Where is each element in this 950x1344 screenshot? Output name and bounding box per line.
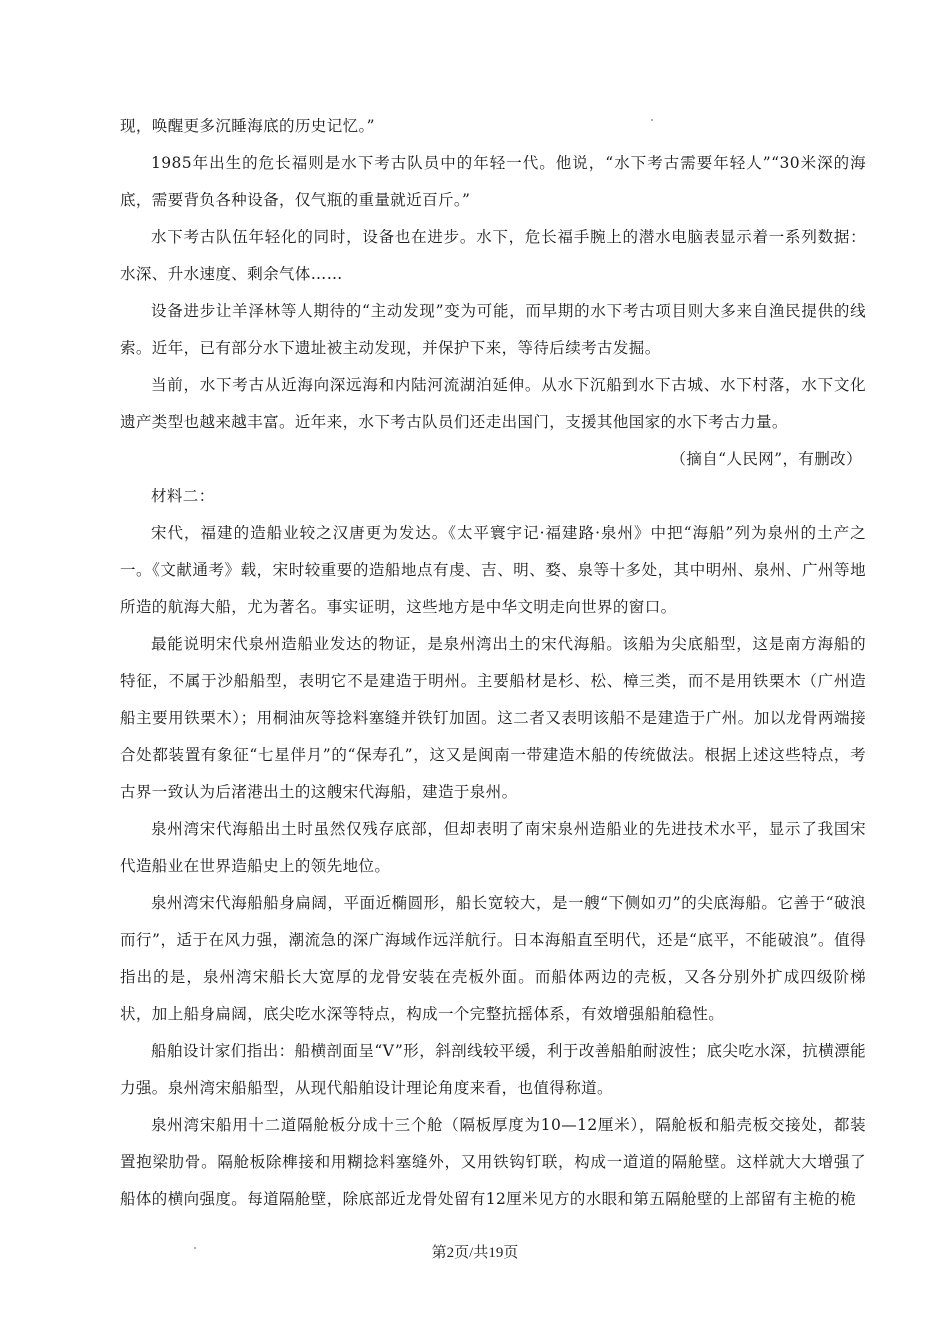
paragraph: 泉州湾宋代海船船身扁阔，平面近椭圆形，船长宽较大，是一艘“下侧如刃”的尖底海船。它善于“破浪而行”，适于在风力强，潮流急的深广海域作远洋航行。日本海船直至明代，还是“底平，不能破浪”。值得指出的是，泉州湾宋船长大宽厚的龙骨安装在壳板外面。而船体两边的壳板，又各分别外扩成四级阶梯状，加上船身扁阔，底尖吃水深等特点，构成一个完整抗摇体系，有效增强船舶稳性。	[120, 894, 866, 1023]
page-footer: 第2页/共19页	[431, 1245, 519, 1261]
paragraph: 宋代，福建的造船业较之汉唐更为发达。《太平寰宇记·福建路·泉州》中把“海船”列为泉州的土产之一。《文献通考》载，宋时较重要的造船地点有虔、吉、明、婺、泉等十多处，其中明州、泉州、广州等地所造的航海大船，尤为著名。事实证明，这些地方是中华文明走向世界的窗口。	[120, 524, 866, 616]
paragraph: 水下考古队伍年轻化的同时，设备也在进步。水下，危长福手腕上的潜水电脑表显示着一系列数据：水深、升水速度、剩余气体……	[120, 228, 866, 283]
paragraph: 设备进步让羊泽林等人期待的“主动发现”变为可能，而早期的水下考古项目则大多来自渔民提供的线索。近年，已有部分水下遗址被主动发现，并保护下来，等待后续考古发掘。	[120, 302, 866, 357]
paragraph: 当前，水下考古从近海向深远海和内陆河流湖泊延伸。从水下沉船到水下古城、水下村落，水下文化遗产类型也越来越丰富。近年来，水下考古队员们还走出国门，支援其他国家的水下考古力量。	[120, 376, 866, 431]
paragraph: 泉州湾宋船用十二道隔舱板分成十三个舱（隔板厚度为10—12厘米），隔舱板和船壳板交接处，都装置抱梁肋骨。隔舱板除榫接和用糊捻料塞缝外，又用铁钩钉联，构成一道道的隔舱壁。这样就大大增强了船体的横向强度。每道隔舱壁，除底部近龙骨处留有12厘米见方的水眼和第五隔舱壁的上部留有主桅的桅	[120, 1116, 866, 1208]
paragraph-continuation: 现，唤醒更多沉睡海底的历史记忆。”	[120, 117, 375, 135]
paragraph: 最能说明宋代泉州造船业发达的物证，是泉州湾出土的宋代海船。该船为尖底船型，这是南方海船的特征，不属于沙船船型，表明它不是建造于明州。主要船材是杉、松、樟三类，而不是用铁栗木（广州造船主要用铁栗木）；用桐油灰等捻料塞缝并铁钉加固。这二者又表明该船不是建造于广州。加以龙骨两端接合处都装置有象征“七星伴月”的“保寿孔”，这又是闽南一带建造木船的传统做法。根据上述这些特点，考古界一致认为后渚港出土的这艘宋代海船，建造于泉州。	[120, 635, 866, 801]
document-body	[120, 108, 866, 1218]
paragraph: 船舶设计家们指出：船横剖面呈“V”形，斜剖线较平缓，利于改善船舶耐波性；底尖吃水深，抗横漂能力强。泉州湾宋船船型，从现代船舶设计理论角度来看，也值得称道。	[120, 1042, 866, 1097]
paragraph: 1985年出生的危长福则是水下考古队员中的年轻一代。他说，“水下考古需要年轻人”“30米深的海底，需要背负各种设备，仅气瓶的重量就近百斤。”	[120, 154, 866, 209]
section-heading: 材料二：	[151, 487, 215, 505]
paragraph: 泉州湾宋代海船出土时虽然仅残存底部，但却表明了南宋泉州造船业的先进技术水平，显示了我国宋代造船业在世界造船史上的领先地位。	[120, 820, 866, 875]
source-note: （摘自“人民网”，有删改）	[670, 450, 862, 468]
